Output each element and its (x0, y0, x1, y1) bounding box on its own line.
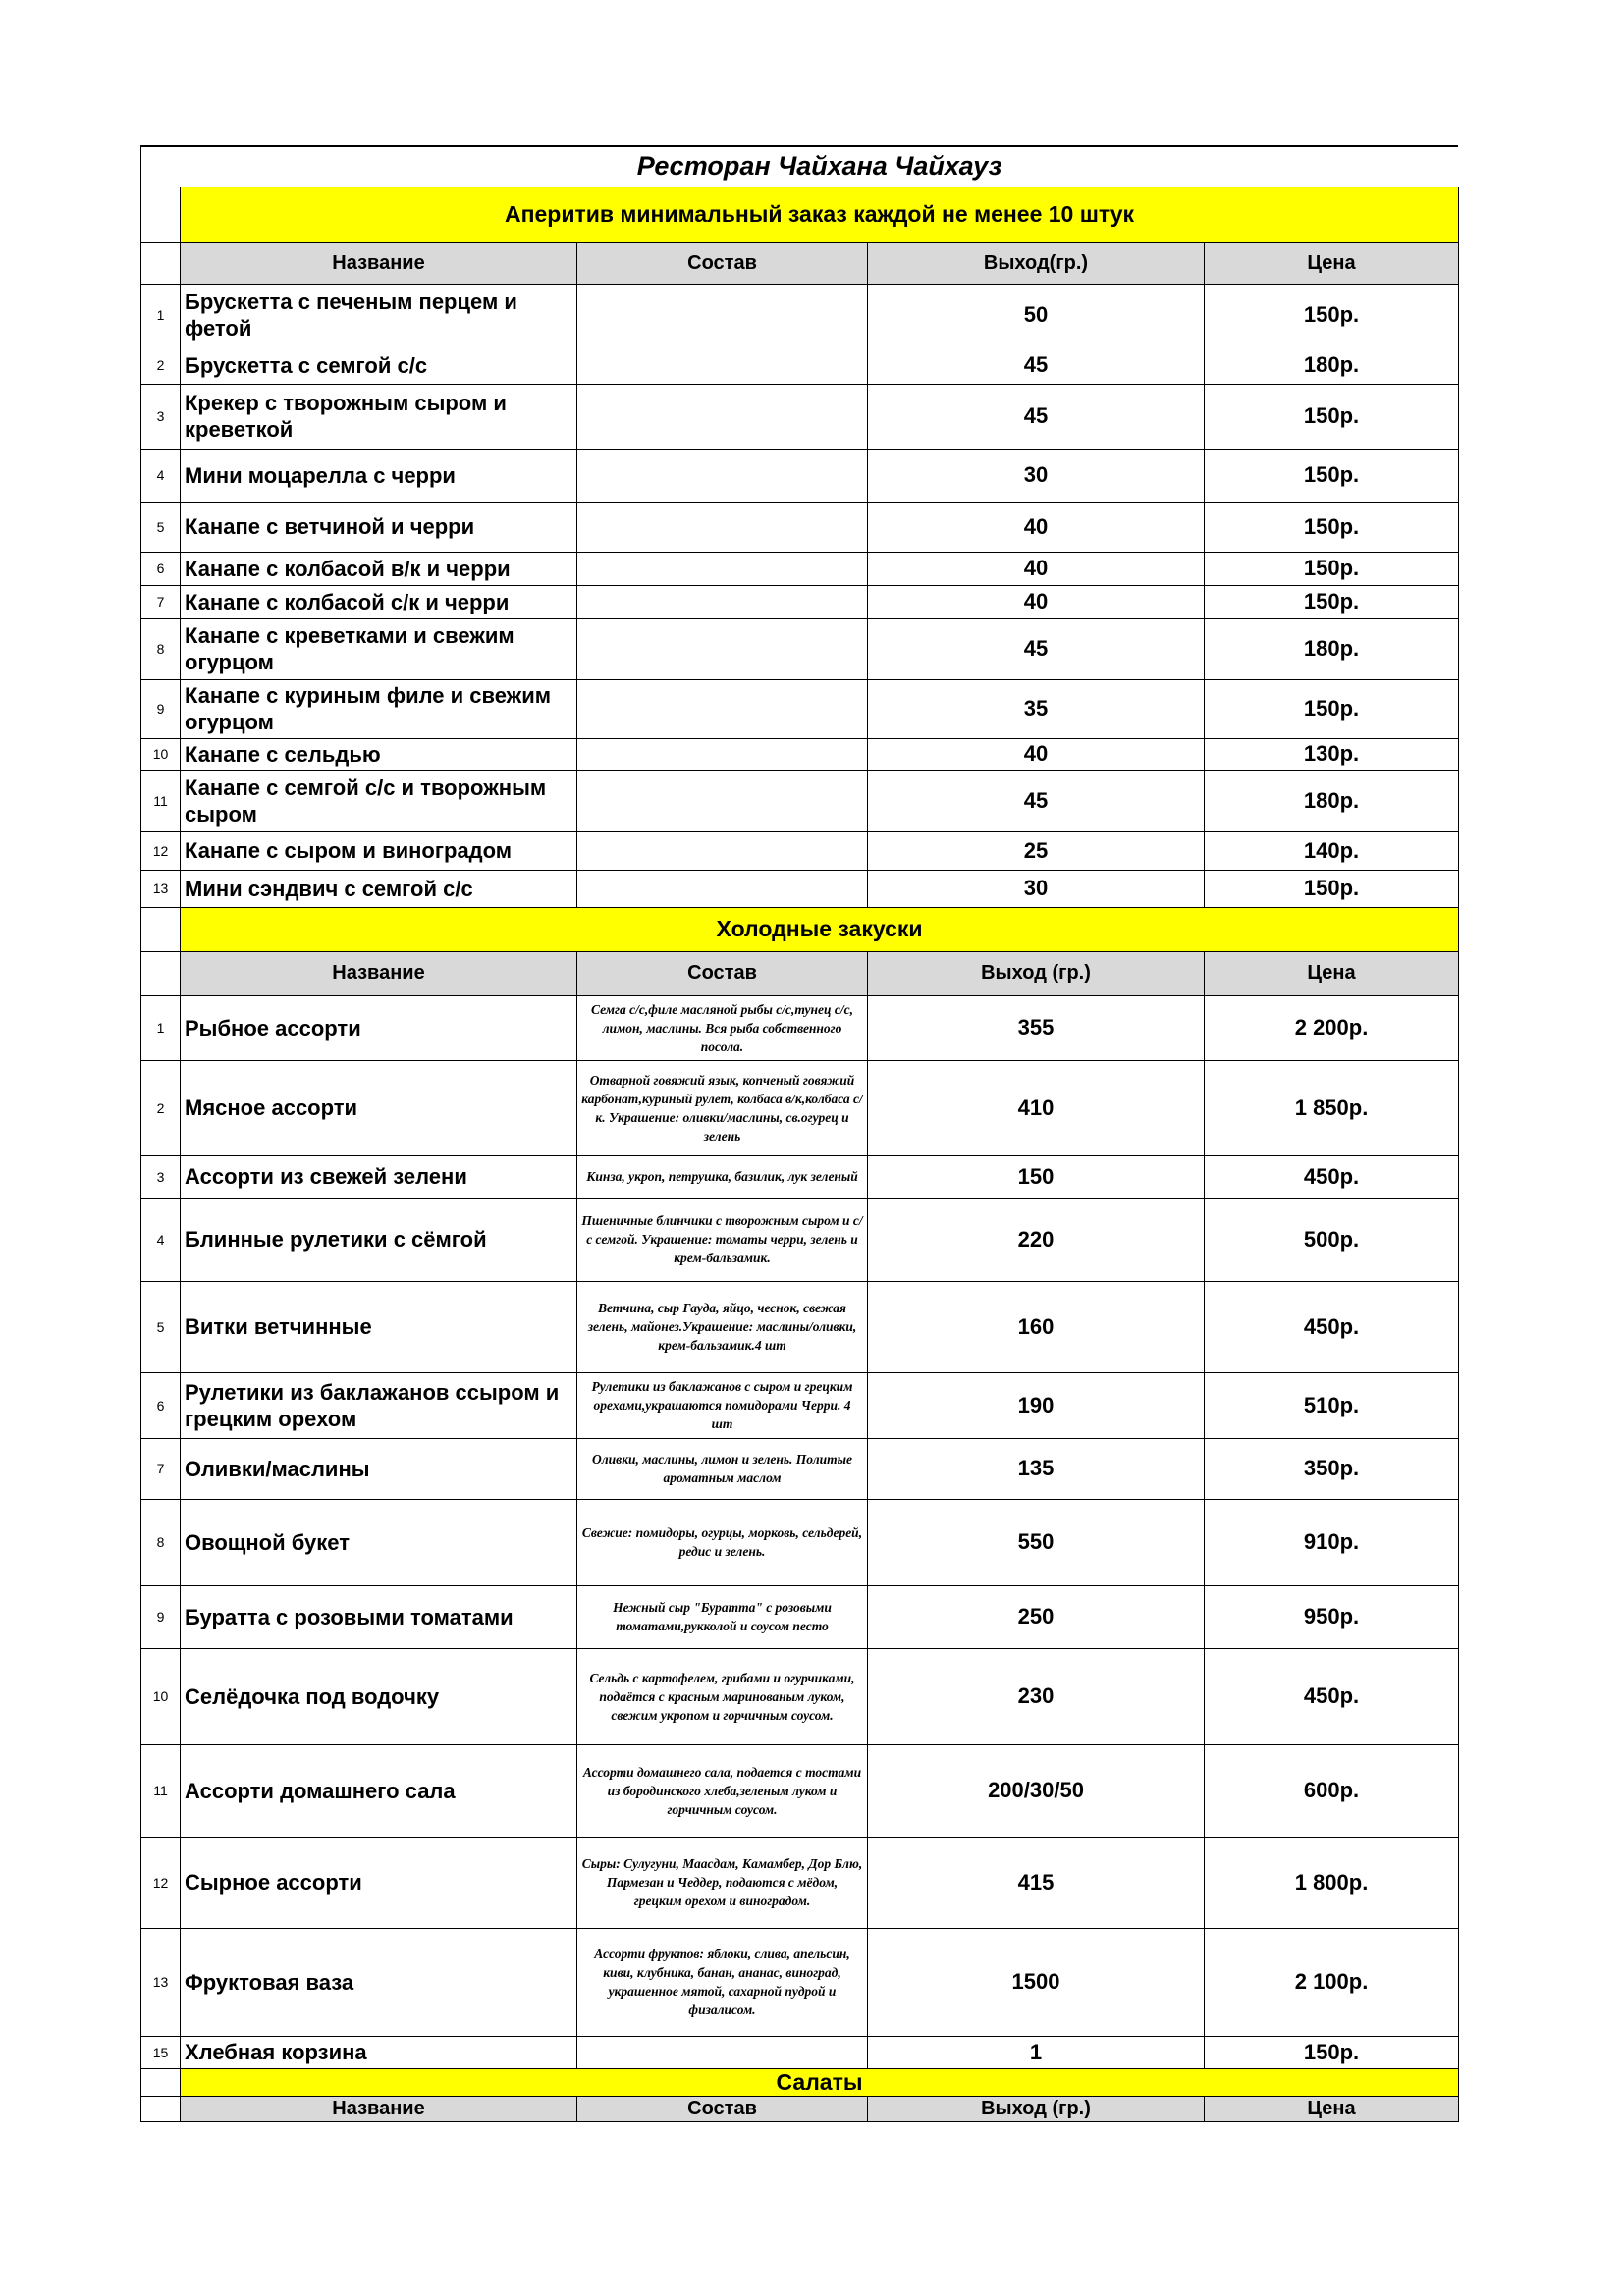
menu-table (140, 147, 1459, 2122)
item-yield: 200/30/50 (868, 1744, 1205, 1837)
item-name: Мини сэндвич с семгой с/с (181, 870, 577, 907)
item-price: 450р. (1205, 1648, 1459, 1744)
item-number: 1 (141, 995, 181, 1060)
item-name: Канапе с сельдью (181, 738, 577, 770)
item-number: 4 (141, 1198, 181, 1281)
menu-item-row (141, 1372, 1459, 1438)
item-composition: Свежие: помидоры, огурцы, морковь, сельдерей, редис и зелень. (577, 1499, 868, 1585)
column-header: Цена (1205, 2096, 1459, 2121)
column-header-row (141, 242, 1459, 284)
item-price: 150р. (1205, 284, 1459, 347)
item-price: 1 850р. (1205, 1060, 1459, 1155)
column-header: Состав (577, 951, 868, 995)
item-name: Ассорти из свежей зелени (181, 1155, 577, 1198)
item-number: 8 (141, 1499, 181, 1585)
item-yield: 150 (868, 1155, 1205, 1198)
item-price: 180р. (1205, 770, 1459, 831)
section-title: Холодные закуски (181, 907, 1459, 951)
item-yield: 40 (868, 585, 1205, 618)
item-yield: 1500 (868, 1928, 1205, 2036)
item-composition (577, 384, 868, 449)
item-number: 15 (141, 2036, 181, 2068)
item-number: 7 (141, 1438, 181, 1499)
item-price: 180р. (1205, 347, 1459, 384)
menu-item-row (141, 1198, 1459, 1281)
item-number: 9 (141, 679, 181, 738)
column-header: Выход (гр.) (868, 951, 1205, 995)
item-number: 7 (141, 585, 181, 618)
item-composition: Ветчина, сыр Гауда, яйцо, чеснок, свежая зелень, майонез.Украшение: маслины/оливки, крем-бальзамик.4 шт (577, 1281, 868, 1372)
item-price: 950р. (1205, 1585, 1459, 1648)
item-price: 1 800р. (1205, 1837, 1459, 1928)
menu-item-row (141, 995, 1459, 1060)
item-composition (577, 618, 868, 679)
item-yield: 40 (868, 502, 1205, 552)
column-header: Название (181, 951, 577, 995)
item-name: Брускетта с семгой с/с (181, 347, 577, 384)
item-number: 6 (141, 552, 181, 585)
item-name: Мини моцарелла с черри (181, 449, 577, 502)
item-composition: Кинза, укроп, петрушка, базилик, лук зеленый (577, 1155, 868, 1198)
item-yield: 220 (868, 1198, 1205, 1281)
menu-item-row (141, 831, 1459, 870)
title-row (141, 147, 1459, 187)
item-yield: 25 (868, 831, 1205, 870)
column-header: Состав (577, 242, 868, 284)
item-composition (577, 502, 868, 552)
column-header: Название (181, 2096, 577, 2121)
item-name: Буратта с розовыми томатами (181, 1585, 577, 1648)
item-composition (577, 2036, 868, 2068)
item-number: 11 (141, 770, 181, 831)
item-yield: 355 (868, 995, 1205, 1060)
item-price: 600р. (1205, 1744, 1459, 1837)
item-number: 8 (141, 618, 181, 679)
item-price: 130р. (1205, 738, 1459, 770)
item-composition (577, 585, 868, 618)
column-header: Цена (1205, 951, 1459, 995)
item-composition: Ассорти фруктов: яблоки, слива, апельсин, киви, клубника, банан, ананас, виноград, украшенное мятой, сахарной пудрой и физалисом. (577, 1928, 868, 2036)
item-yield: 190 (868, 1372, 1205, 1438)
item-price: 150р. (1205, 552, 1459, 585)
column-header-row (141, 2096, 1459, 2121)
item-number: 12 (141, 1837, 181, 1928)
item-name: Канапе с колбасой в/к и черри (181, 552, 577, 585)
menu-item-row (141, 618, 1459, 679)
item-price: 510р. (1205, 1372, 1459, 1438)
item-price: 2 200р. (1205, 995, 1459, 1060)
item-price: 450р. (1205, 1281, 1459, 1372)
item-composition (577, 552, 868, 585)
menu-item-row (141, 870, 1459, 907)
item-name: Оливки/маслины (181, 1438, 577, 1499)
item-yield: 415 (868, 1837, 1205, 1928)
item-yield: 230 (868, 1648, 1205, 1744)
column-header-row (141, 951, 1459, 995)
item-number: 3 (141, 384, 181, 449)
menu-item-row (141, 502, 1459, 552)
menu-item-row (141, 284, 1459, 347)
item-yield: 45 (868, 347, 1205, 384)
item-yield: 410 (868, 1060, 1205, 1155)
item-price: 180р. (1205, 618, 1459, 679)
item-name: Витки ветчинные (181, 1281, 577, 1372)
menu-item-row (141, 1585, 1459, 1648)
item-composition (577, 679, 868, 738)
item-price: 150р. (1205, 384, 1459, 449)
item-composition (577, 870, 868, 907)
item-name: Канапе с куриным филе и свежим огурцом (181, 679, 577, 738)
item-price: 150р. (1205, 2036, 1459, 2068)
item-number: 10 (141, 1648, 181, 1744)
item-yield: 35 (868, 679, 1205, 738)
item-price: 150р. (1205, 679, 1459, 738)
item-composition (577, 831, 868, 870)
section-header (141, 187, 1459, 242)
item-composition: Рулетики из баклажанов с сыром и грецким орехами,украшаются помидорами Черри. 4 шт (577, 1372, 868, 1438)
section-title: Аперитив минимальный заказ каждой не менее 10 штук (181, 187, 1459, 242)
menu-item-row (141, 1744, 1459, 1837)
item-price: 140р. (1205, 831, 1459, 870)
item-composition (577, 738, 868, 770)
item-yield: 1 (868, 2036, 1205, 2068)
menu-sheet (140, 147, 1458, 2122)
menu-item-row (141, 1060, 1459, 1155)
menu-item-row (141, 585, 1459, 618)
column-header: Выход(гр.) (868, 242, 1205, 284)
item-name: Блинные рулетики с сёмгой (181, 1198, 577, 1281)
item-price: 910р. (1205, 1499, 1459, 1585)
item-number: 13 (141, 1928, 181, 2036)
item-price: 150р. (1205, 870, 1459, 907)
menu-item-row (141, 347, 1459, 384)
restaurant-title: Ресторан Чайхана Чайхауз (181, 147, 1459, 187)
item-price: 450р. (1205, 1155, 1459, 1198)
item-name: Овощной букет (181, 1499, 577, 1585)
item-composition: Сельдь с картофелем, грибами и огурчиками, подаётся с красным маринованым луком, свежим укропом и горчичным соусом. (577, 1648, 868, 1744)
item-number: 12 (141, 831, 181, 870)
column-header: Состав (577, 2096, 868, 2121)
menu-item-row (141, 1499, 1459, 1585)
menu-item-row (141, 1648, 1459, 1744)
item-number: 13 (141, 870, 181, 907)
menu-item-row (141, 2036, 1459, 2068)
item-composition: Семга с/с,филе масляной рыбы с/с,тунец с/с, лимон, маслины. Вся рыба собственного посола. (577, 995, 868, 1060)
menu-item-row (141, 770, 1459, 831)
item-price: 2 100р. (1205, 1928, 1459, 2036)
item-name: Канапе с ветчиной и черри (181, 502, 577, 552)
item-yield: 250 (868, 1585, 1205, 1648)
item-price: 150р. (1205, 502, 1459, 552)
item-name: Мясное ассорти (181, 1060, 577, 1155)
item-number: 11 (141, 1744, 181, 1837)
menu-item-row (141, 384, 1459, 449)
item-composition: Пшеничные блинчики с творожным сыром и с/с семгой. Украшение: томаты черри, зелень и крем-бальзамик. (577, 1198, 868, 1281)
item-composition (577, 284, 868, 347)
item-name: Сырное ассорти (181, 1837, 577, 1928)
section-header (141, 2068, 1459, 2096)
item-composition: Оливки, маслины, лимон и зелень. Политые ароматным маслом (577, 1438, 868, 1499)
item-yield: 50 (868, 284, 1205, 347)
item-number: 1 (141, 284, 181, 347)
item-yield: 40 (868, 738, 1205, 770)
item-composition (577, 347, 868, 384)
menu-item-row (141, 552, 1459, 585)
item-name: Канапе с колбасой с/к и черри (181, 585, 577, 618)
item-yield: 550 (868, 1499, 1205, 1585)
item-name: Фруктовая ваза (181, 1928, 577, 2036)
item-name: Канапе с сыром и виноградом (181, 831, 577, 870)
item-name: Ассорти домашнего сала (181, 1744, 577, 1837)
item-name: Брускетта с печеным перцем и фетой (181, 284, 577, 347)
item-composition: Нежный сыр "Буратта" с розовыми томатами,рукколой и соусом песто (577, 1585, 868, 1648)
item-name: Крекер с творожным сыром и креветкой (181, 384, 577, 449)
item-composition: Ассорти домашнего сала, подается с тостами из бородинского хлеба,зеленым луком и горчичным соусом. (577, 1744, 868, 1837)
item-number: 2 (141, 1060, 181, 1155)
item-number: 9 (141, 1585, 181, 1648)
menu-item-row (141, 1281, 1459, 1372)
item-price: 150р. (1205, 585, 1459, 618)
column-header: Выход (гр.) (868, 2096, 1205, 2121)
item-yield: 160 (868, 1281, 1205, 1372)
column-header: Цена (1205, 242, 1459, 284)
item-yield: 30 (868, 449, 1205, 502)
item-name: Рулетики из баклажанов ссыром и грецким орехом (181, 1372, 577, 1438)
menu-item-row (141, 1837, 1459, 1928)
item-name: Канапе с креветками и свежим огурцом (181, 618, 577, 679)
menu-item-row (141, 1928, 1459, 2036)
item-number: 6 (141, 1372, 181, 1438)
item-composition (577, 770, 868, 831)
item-price: 150р. (1205, 449, 1459, 502)
menu-item-row (141, 1155, 1459, 1198)
section-header (141, 907, 1459, 951)
item-composition: Сыры: Сулугуни, Маасдам, Камамбер, Дор Блю, Пармезан и Чеддер, подаются с мёдом, грецким орехом и виноградом. (577, 1837, 868, 1928)
item-yield: 45 (868, 770, 1205, 831)
item-price: 500р. (1205, 1198, 1459, 1281)
item-name: Селёдочка под водочку (181, 1648, 577, 1744)
item-number: 5 (141, 1281, 181, 1372)
item-number: 10 (141, 738, 181, 770)
menu-item-row (141, 449, 1459, 502)
menu-item-row (141, 1438, 1459, 1499)
menu-item-row (141, 738, 1459, 770)
menu-item-row (141, 679, 1459, 738)
item-yield: 40 (868, 552, 1205, 585)
item-yield: 30 (868, 870, 1205, 907)
item-yield: 135 (868, 1438, 1205, 1499)
section-title: Салаты (181, 2068, 1459, 2096)
item-name: Рыбное ассорти (181, 995, 577, 1060)
item-number: 3 (141, 1155, 181, 1198)
item-number: 4 (141, 449, 181, 502)
item-price: 350р. (1205, 1438, 1459, 1499)
column-header: Название (181, 242, 577, 284)
item-composition: Отварной говяжий язык, копченый говяжий карбонат,куриный рулет, колбаса в/к,колбаса с/к. Украшение: оливки/маслины, св.огурец и зелень (577, 1060, 868, 1155)
item-yield: 45 (868, 618, 1205, 679)
item-yield: 45 (868, 384, 1205, 449)
item-composition (577, 449, 868, 502)
item-number: 2 (141, 347, 181, 384)
item-name: Хлебная корзина (181, 2036, 577, 2068)
item-name: Канапе с семгой с/с и творожным сыром (181, 770, 577, 831)
item-number: 5 (141, 502, 181, 552)
